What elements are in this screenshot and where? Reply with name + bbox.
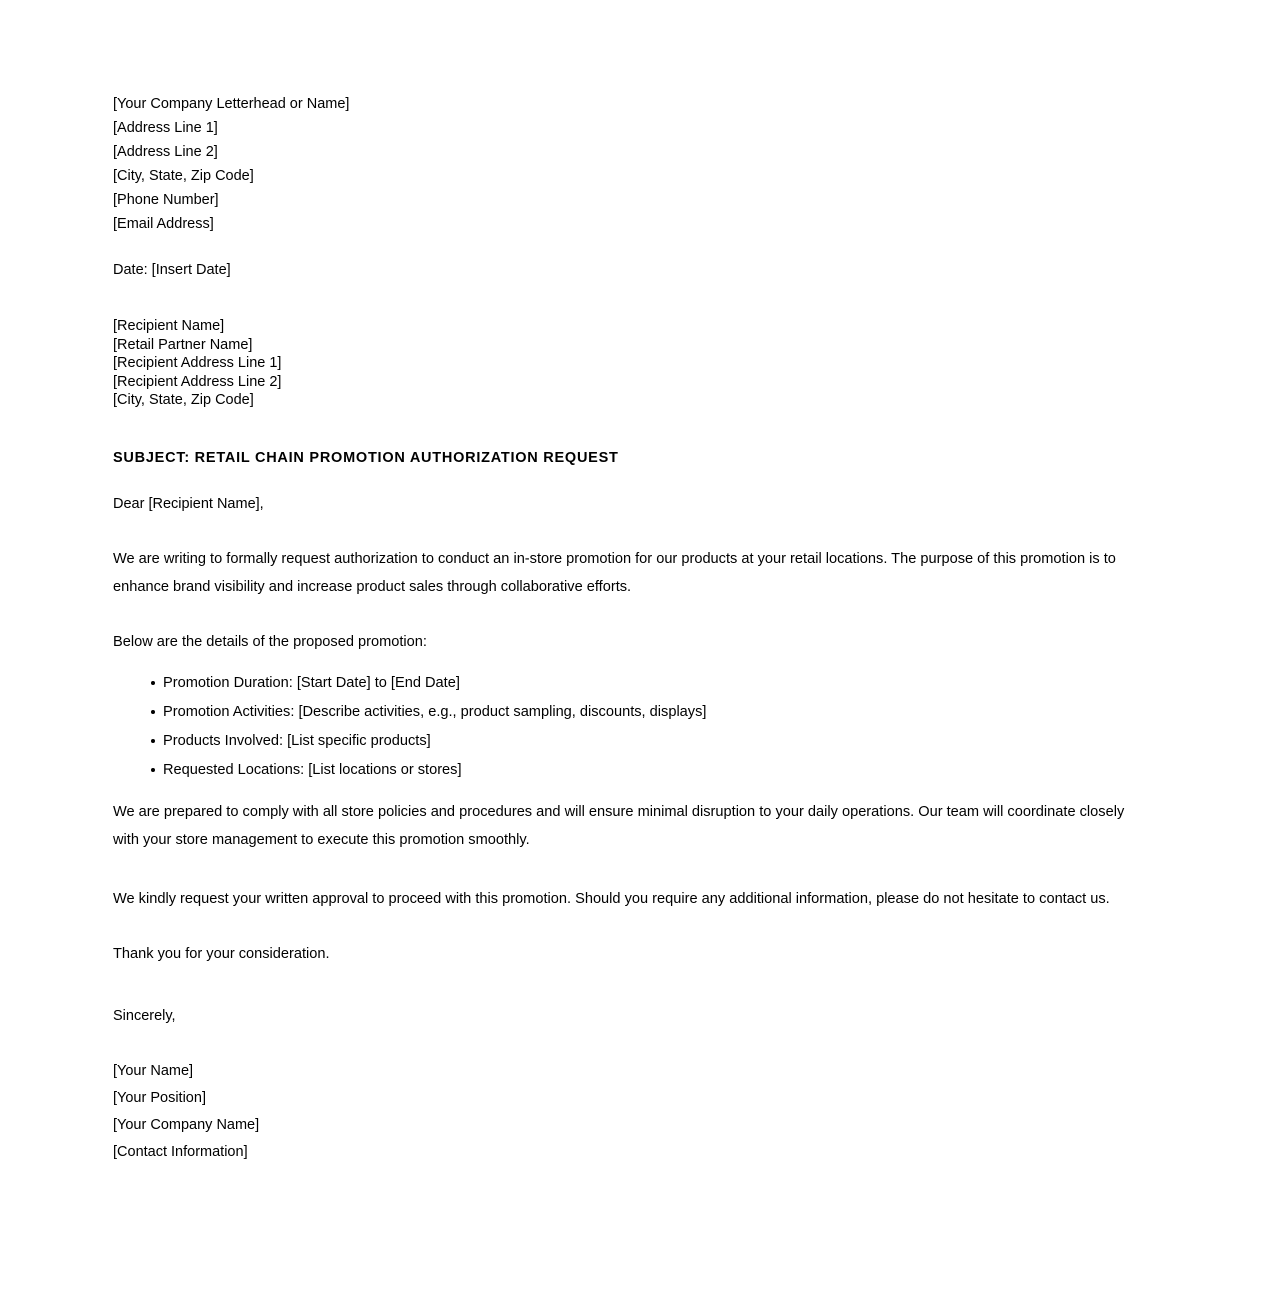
recipient-line: [Recipient Address Line 1] (113, 355, 282, 371)
spacer (113, 601, 1130, 632)
spacer (113, 468, 1130, 494)
closing-line: Sincerely, (113, 1007, 176, 1024)
list-item: Products Involved: [List specific products] (151, 731, 1130, 751)
signature-line: [Your Position] (113, 1089, 206, 1106)
spacer (113, 780, 1130, 798)
body-paragraph-4: Thank you for your consideration. (113, 945, 330, 962)
spacer (113, 280, 1130, 317)
letterhead-line: [Address Line 1] (113, 120, 218, 136)
recipient-line: [City, State, Zip Code] (113, 392, 254, 408)
spacer (113, 236, 1130, 260)
signature-line: [Your Company Name] (113, 1116, 260, 1133)
body-paragraph-3: We kindly request your written approval to proceed with this promotion. Should you require any additional information, please do not hesitate to contact us. (113, 890, 1110, 907)
letterhead-line: [Address Line 2] (113, 144, 218, 160)
salutation: Dear [Recipient Name], (113, 495, 264, 512)
letterhead-line: [Your Company Letterhead or Name] (113, 96, 350, 112)
recipient-line: [Recipient Name] (113, 318, 225, 334)
signature-line: [Your Name] (113, 1062, 194, 1079)
spacer (113, 854, 1130, 885)
recipient-block (113, 317, 1130, 410)
body-paragraph-1: We are writing to formally request authorization to conduct an in-store promotion for our products at your retail locations. The purpose of this promotion is to enhance brand visibility and increase product sales through collaborative efforts. (113, 550, 1116, 595)
letterhead-line: [Email Address] (113, 216, 214, 232)
letter-body (113, 92, 1130, 1166)
list-item: Requested Locations: [List locations or stores] (151, 760, 1130, 780)
recipient-line: [Retail Partner Name] (113, 336, 253, 353)
recipient-line: [Recipient Address Line 2] (113, 373, 282, 390)
list-item: Promotion Activities: [Describe activities, e.g., product sampling, discounts, displays] (151, 702, 1130, 722)
letterhead-block (113, 92, 1130, 236)
body-paragraph-2: We are prepared to comply with all store policies and procedures and will ensure minimal disruption to your daily operations. Our team will coordinate closely with your store management to execute this promotion smoothly. (113, 803, 1125, 848)
signature-line: [Contact Information] (113, 1143, 248, 1160)
spacer (113, 652, 1130, 673)
spacer (113, 1026, 1130, 1058)
spacer (113, 913, 1130, 944)
spacer (113, 514, 1130, 545)
list-item: Promotion Duration: [Start Date] to [End Date] (151, 673, 1130, 693)
spacer (113, 964, 1130, 1006)
subject-heading: SUBJECT: RETAIL CHAIN PROMOTION AUTHORIZATION REQUEST (113, 449, 619, 466)
letterhead-line: [Phone Number] (113, 192, 219, 208)
date-line: Date: [Insert Date] (113, 262, 231, 278)
letterhead-line: [City, State, Zip Code] (113, 168, 254, 184)
list-lead-in: Below are the details of the proposed promotion: (113, 633, 427, 650)
signature-block (113, 1058, 1130, 1166)
promotion-details-list (113, 673, 1130, 780)
spacer (113, 410, 1130, 448)
